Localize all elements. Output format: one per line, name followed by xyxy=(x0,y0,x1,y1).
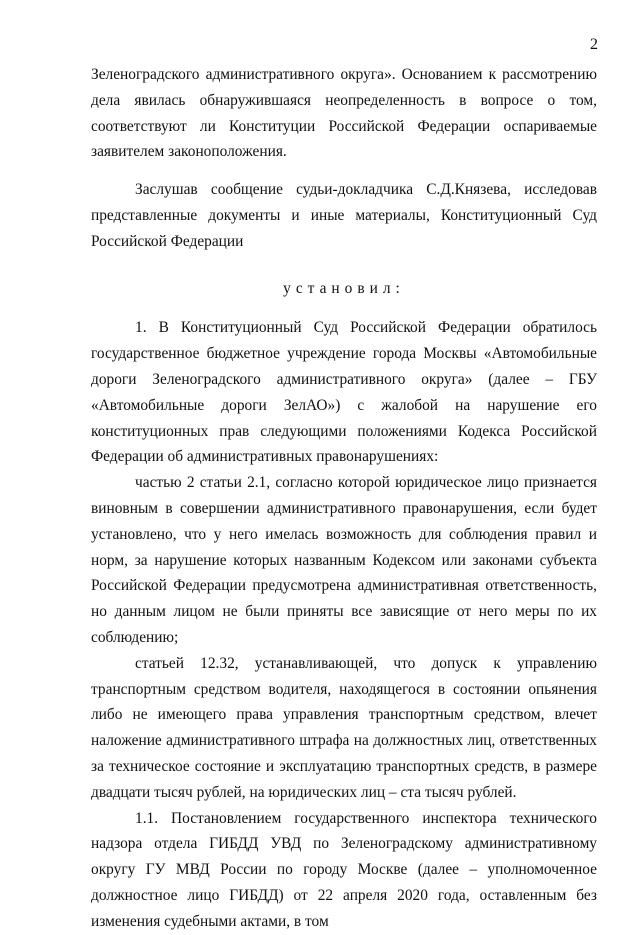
page-number: 2 xyxy=(590,36,598,53)
paragraph-hearing: Заслушав сообщение судьи-докладчика С.Д.Князева, исследовав представленные документы и иные материалы, Конституционный Суд Российской Федерации xyxy=(91,181,597,250)
paragraph-article-2-1: частью 2 статьи 2.1, согласно которой юридическое лицо признается виновным в совершении административного правонарушения, если будет установлено, что у него имелась возможность для соблюдения правил и норм, за нарушение которых названным Кодексом или законами субъекта Российской Федерации предусмотрена административная ответственность, но данным лицом не были приняты все зависящие от него меры по их соблюдению; xyxy=(91,474,597,646)
paragraph-article-12-32: статьей 12.32, устанавливающей, что допуск к управлению транспортным средством водителя, находящегося в состоянии опьянения либо не имеющего права управления транспортным средством, влечет наложение административного штрафа на должностных лиц, ответственных за техническое состояние и эксплуатацию транспортных средств, в размере двадцати тысяч рублей, на юридических лиц – ста тысяч рублей. xyxy=(91,654,597,801)
document-body xyxy=(91,62,597,935)
paragraph-continuation: Зеленоградского административного округа». Основанием к рассмотрению дела явилась обнаружившаяся неопределенность в вопросе о том, соответствуют ли Конституции Российской Федерации оспариваемые заявителем законоположения. xyxy=(91,66,597,161)
paragraph-complaint: 1. В Конституционный Суд Российской Федерации обратилось государственное бюджетное учреждение города Москвы «Автомобильные дороги Зеленоградского административного округа» (далее – ГБУ «Автомобильные дороги ЗелАО») с жалобой на нарушение его конституционных прав следующими положениями Кодекса Российской Федерации об административных правонарушениях: xyxy=(91,319,597,466)
paragraph-1-1: 1.1. Постановлением государственного инспектора технического надзора отдела ГИБДД УВД по Зеленоградскому административному округу ГУ МВД России по городу Москве (далее – уполномоченное должностное лицо ГИБДД) от 22 апреля 2020 года, оставленным без изменения судебными актами, в том xyxy=(91,809,597,930)
section-heading: установил: xyxy=(283,279,405,297)
